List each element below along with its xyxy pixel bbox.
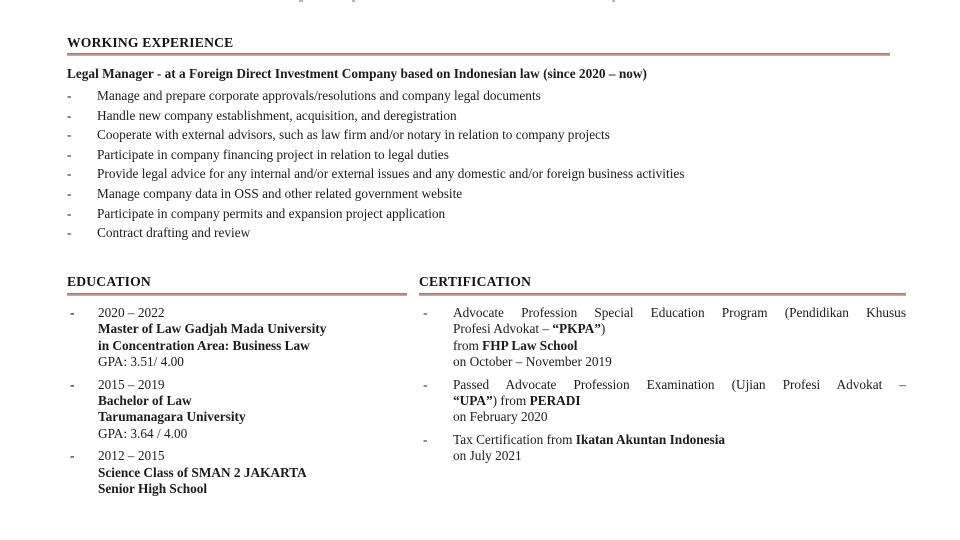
certification-item [419,432,906,465]
education-heading: EDUCATION [67,274,151,289]
experience-bullet [67,164,912,184]
dash-bullet: - [423,305,428,320]
experience-bullet [67,106,912,126]
education-item-content [98,377,407,443]
certification-line: Passed Advocate Profession Examination (Ujian Profesi Advokat – [453,376,906,392]
dash-bullet: - [70,305,75,320]
dash-bullet: - [67,225,72,241]
education-degree: Master of Law Gadjah Mada University [98,321,327,337]
experience-bullet-text: Manage company data in OSS and other related government website [97,185,463,201]
experience-bullet-text: Handle new company establishment, acquisition, and deregistration [97,107,457,123]
certification-item [419,377,906,426]
job-title: Legal Manager - at a Foreign Direct Investment Company based on Indonesian law (since 2020 – now) [67,66,647,81]
education-detail: Senior High School [98,481,208,497]
working-experience-heading-rule [67,53,890,56]
experience-bullet-text: Cooperate with external advisors, such as law firm and/or notary in relation to company projects [97,127,610,143]
dash-bullet: - [67,88,72,103]
clipped-text-artifact [612,0,615,2]
certification-line: on July 2021 [453,448,522,464]
dash-bullet: - [423,376,428,392]
experience-bullet [67,223,912,243]
dash-bullet: - [67,127,72,143]
certification-line: on February 2020 [453,409,548,425]
education-item-content [98,448,407,497]
dash-bullet: - [70,376,75,392]
education-period: 2020 – 2022 [98,305,165,320]
education-degree: Science Class of SMAN 2 JAKARTA [98,464,307,480]
dash-bullet: - [67,166,72,182]
dash-bullet: - [423,431,428,447]
experience-bullet [67,204,912,224]
certification-heading-rule [419,293,906,296]
certification-item-content [453,432,906,465]
experience-bullet [67,86,912,106]
education-gpa: GPA: 3.51/ 4.00 [98,354,184,370]
certification-line: on October – November 2019 [453,354,612,370]
clipped-text-artifact [352,0,355,2]
dash-bullet: - [67,146,72,162]
dash-bullet: - [67,107,72,123]
experience-bullet [67,125,912,145]
education-item-content [98,305,407,371]
certification-line: from FHP Law School [453,337,578,353]
education-heading-rule [67,293,407,296]
dash-bullet: - [67,185,72,201]
education-period: 2015 – 2019 [98,376,165,392]
education-gpa: GPA: 3.64 / 4.00 [98,425,188,441]
education-section [67,274,407,503]
experience-bullet-text: Manage and prepare corporate approvals/resolutions and company legal documents [97,88,541,103]
certification-line: Tax Certification from Ikatan Akuntan Indonesia [453,431,726,447]
dash-bullet: - [70,448,75,464]
experience-bullet-text: Participate in company permits and expansion project application [97,205,446,221]
certification-line: “UPA”) from PERADI [453,393,581,409]
education-item [67,305,407,371]
education-detail: in Concentration Area: Business Law [98,337,310,353]
certification-section [419,274,906,471]
education-period: 2012 – 2015 [98,448,165,464]
dash-bullet: - [67,205,72,221]
experience-bullet-text: Contract drafting and review [97,225,251,241]
experience-bullet [67,184,912,204]
education-item [67,377,407,443]
certification-line: Advocate Profession Special Education Program (Pendidikan Khusus [453,305,906,320]
certification-heading: CERTIFICATION [419,274,532,289]
education-detail: Tarumanagara University [98,409,246,425]
certification-item-content [453,377,906,426]
education-item [67,448,407,497]
experience-bullet-text: Participate in company financing project in relation to legal duties [97,146,449,162]
education-degree: Bachelor of Law [98,393,192,409]
certification-line: Profesi Advokat – “PKPA”) [453,321,606,337]
working-experience-heading: WORKING EXPERIENCE [67,35,234,50]
experience-bullet [67,145,912,165]
experience-bullet-text: Provide legal advice for any internal and/or external issues and any domestic and/or foreign business activities [97,166,685,182]
working-experience-list [67,86,912,243]
clipped-text-artifact [299,0,303,2]
certification-item [419,305,906,371]
certification-item-content [453,305,906,371]
